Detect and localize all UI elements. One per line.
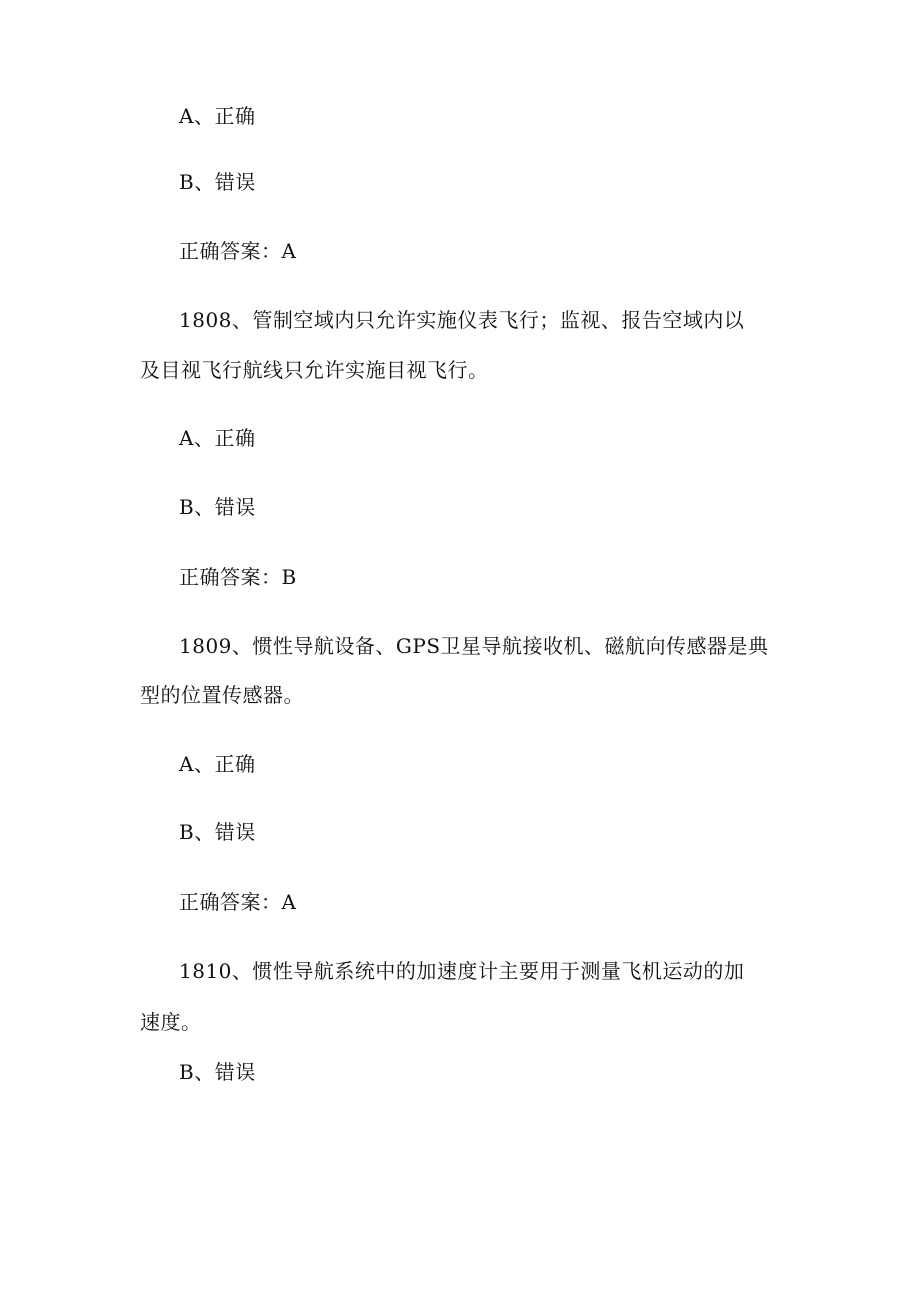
- option-a-correct: A、正确: [179, 426, 256, 450]
- question-1809-line-1: 1809、惯性导航设备、GPS卫星导航接收机、磁航向传感器是典: [179, 634, 769, 658]
- correct-answer: 正确答案：A: [179, 239, 297, 263]
- option-b-wrong: B、错误: [179, 170, 256, 194]
- correct-answer: 正确答案：B: [179, 565, 297, 589]
- question-1809-line-2: 型的位置传感器。: [140, 683, 304, 707]
- option-b-wrong: B、错误: [179, 495, 256, 519]
- option-b-wrong: B、错误: [179, 820, 256, 844]
- option-b-wrong: B、错误: [179, 1060, 256, 1084]
- question-1810-line-1: 1810、惯性导航系统中的加速度计主要用于测量飞机运动的加: [179, 959, 745, 983]
- correct-answer: 正确答案：A: [179, 890, 297, 914]
- option-a-correct: A、正确: [179, 104, 256, 128]
- question-1808-line-2: 及目视飞行航线只允许实施目视飞行。: [140, 358, 489, 382]
- question-1810-line-2: 速度。: [140, 1010, 202, 1034]
- option-a-correct: A、正确: [179, 752, 256, 776]
- question-1808-line-1: 1808、管制空域内只允许实施仪表飞行；监视、报告空域内以: [179, 308, 745, 332]
